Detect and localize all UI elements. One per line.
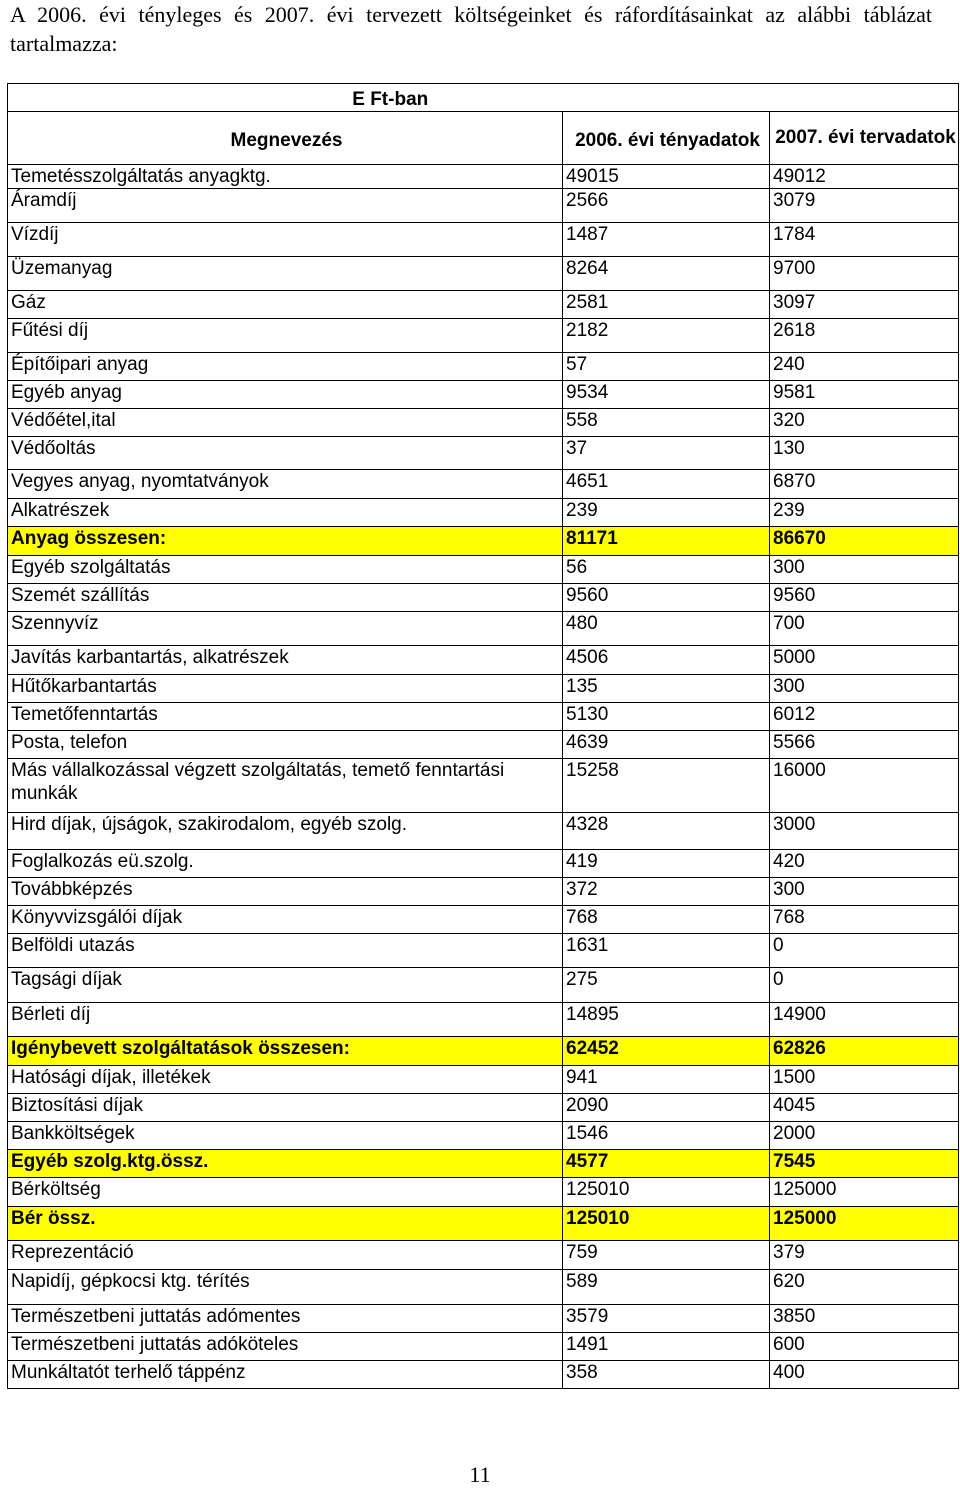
row-plan-2007-cell: 3097: [770, 291, 959, 319]
page-number: 11: [469, 1462, 491, 1487]
row-plan-2007-cell: 320: [770, 409, 959, 437]
row-actual-2006-cell: 558: [563, 409, 770, 437]
row-name-cell: Bankköltségek: [8, 1122, 563, 1150]
row-actual-2006-cell: 81171: [563, 527, 770, 556]
row-actual-2006-cell: 275: [563, 968, 770, 1003]
table-row: [8, 968, 959, 1003]
row-actual-2006-cell: 4639: [563, 731, 770, 759]
row-plan-2007-cell: 300: [770, 878, 959, 906]
row-actual-2006-cell: 759: [563, 1241, 770, 1270]
row-plan-2007-cell: 400: [770, 1361, 959, 1389]
table-row: [8, 731, 959, 759]
table-row: [8, 1333, 959, 1361]
row-actual-2006-cell: 135: [563, 675, 770, 703]
table-row: [8, 813, 959, 850]
header-name: Megnevezés: [8, 112, 563, 165]
row-plan-2007-cell: 2000: [770, 1122, 959, 1150]
table-row: [8, 437, 959, 470]
row-plan-2007-cell: 3850: [770, 1305, 959, 1333]
subtotal-row: [8, 1037, 959, 1066]
row-actual-2006-cell: 14895: [563, 1003, 770, 1037]
row-plan-2007-cell: 9560: [770, 584, 959, 612]
row-name-cell: Természetbeni juttatás adómentes: [8, 1305, 563, 1333]
row-plan-2007-cell: 9581: [770, 381, 959, 409]
row-actual-2006-cell: 1631: [563, 934, 770, 968]
row-actual-2006-cell: 1491: [563, 1333, 770, 1361]
row-actual-2006-cell: 37: [563, 437, 770, 470]
row-actual-2006-cell: 4328: [563, 813, 770, 850]
row-name-cell: Tagsági díjak: [8, 968, 563, 1003]
row-name-cell: Más vállalkozással végzett szolgáltatás, temető fenntartási munkák: [8, 759, 563, 813]
row-name-cell: Továbbképzés: [8, 878, 563, 906]
row-name-cell: Egyéb anyag: [8, 381, 563, 409]
row-name-cell: Fűtési díj: [8, 319, 563, 353]
row-plan-2007-cell: 379: [770, 1241, 959, 1270]
table-row: [8, 934, 959, 968]
table-row: [8, 1178, 959, 1207]
row-plan-2007-cell: 240: [770, 353, 959, 381]
row-name-cell: Szemét szállítás: [8, 584, 563, 612]
row-plan-2007-cell: 420: [770, 850, 959, 878]
header-actual-2006: 2006. évi tényadatok: [563, 112, 770, 165]
row-plan-2007-cell: 0: [770, 968, 959, 1003]
row-actual-2006-cell: 15258: [563, 759, 770, 813]
row-actual-2006-cell: 941: [563, 1066, 770, 1094]
row-name-cell: Biztosítási díjak: [8, 1094, 563, 1122]
table-row: [8, 223, 959, 257]
table-row: [8, 470, 959, 499]
row-name-cell: Hűtőkarbantartás: [8, 675, 563, 703]
row-name-cell: Védőétel,ital: [8, 409, 563, 437]
table-row: [8, 1122, 959, 1150]
row-actual-2006-cell: 2566: [563, 189, 770, 223]
table-row: [8, 850, 959, 878]
table-row: [8, 1241, 959, 1270]
row-plan-2007-cell: 125000: [770, 1178, 959, 1207]
row-actual-2006-cell: 4506: [563, 646, 770, 675]
row-name-cell: Napidíj, gépkocsi ktg. térítés: [8, 1270, 563, 1305]
row-actual-2006-cell: 480: [563, 612, 770, 646]
row-plan-2007-cell: 125000: [770, 1207, 959, 1241]
row-name-cell: Temetőfenntartás: [8, 703, 563, 731]
row-name-cell: Temetésszolgáltatás anyagktg.: [8, 165, 563, 189]
row-actual-2006-cell: 372: [563, 878, 770, 906]
table-row: [8, 291, 959, 319]
row-plan-2007-cell: 7545: [770, 1150, 959, 1178]
row-actual-2006-cell: 1487: [563, 223, 770, 257]
row-name-cell: Bérleti díj: [8, 1003, 563, 1037]
row-name-cell: Bérköltség: [8, 1178, 563, 1207]
cost-table: [7, 83, 959, 1389]
table-row: [8, 165, 959, 189]
table-row: [8, 353, 959, 381]
header-row: [8, 112, 959, 165]
row-name-cell: Vegyes anyag, nyomtatványok: [8, 470, 563, 499]
row-actual-2006-cell: 239: [563, 499, 770, 527]
row-plan-2007-cell: 62826: [770, 1037, 959, 1066]
table-row: [8, 1305, 959, 1333]
row-name-cell: Posta, telefon: [8, 731, 563, 759]
table-row: [8, 1270, 959, 1305]
row-name-cell: Természetbeni juttatás adóköteles: [8, 1333, 563, 1361]
row-actual-2006-cell: 125010: [563, 1207, 770, 1241]
row-plan-2007-cell: 4045: [770, 1094, 959, 1122]
row-name-cell: Könyvvizsgálói díjak: [8, 906, 563, 934]
table-row: [8, 257, 959, 291]
row-actual-2006-cell: 4577: [563, 1150, 770, 1178]
table-row: [8, 1094, 959, 1122]
row-actual-2006-cell: 4651: [563, 470, 770, 499]
row-plan-2007-cell: 6012: [770, 703, 959, 731]
row-name-cell: Bér össz.: [8, 1207, 563, 1241]
table-row: [8, 1361, 959, 1389]
row-plan-2007-cell: 1784: [770, 223, 959, 257]
row-plan-2007-cell: 14900: [770, 1003, 959, 1037]
row-actual-2006-cell: 2182: [563, 319, 770, 353]
row-actual-2006-cell: 9560: [563, 584, 770, 612]
row-plan-2007-cell: 9700: [770, 257, 959, 291]
subtotal-row: [8, 527, 959, 556]
table-row: [8, 646, 959, 675]
row-actual-2006-cell: 49015: [563, 165, 770, 189]
table-row: [8, 189, 959, 223]
row-plan-2007-cell: 300: [770, 675, 959, 703]
row-plan-2007-cell: 3079: [770, 189, 959, 223]
row-actual-2006-cell: 2581: [563, 291, 770, 319]
row-plan-2007-cell: 700: [770, 612, 959, 646]
table-row: [8, 319, 959, 353]
table-row: [8, 556, 959, 584]
row-name-cell: Áramdíj: [8, 189, 563, 223]
row-name-cell: Hatósági díjak, illetékek: [8, 1066, 563, 1094]
row-name-cell: Munkáltatót terhelő táppénz: [8, 1361, 563, 1389]
row-plan-2007-cell: 3000: [770, 813, 959, 850]
unit-row-spacer: [770, 84, 959, 112]
header-plan-2007: 2007. évi tervadatok: [770, 112, 959, 165]
row-plan-2007-cell: 600: [770, 1333, 959, 1361]
row-actual-2006-cell: 62452: [563, 1037, 770, 1066]
table-row: [8, 759, 959, 813]
table-row: [8, 878, 959, 906]
table-row: [8, 703, 959, 731]
row-name-cell: Szennyvíz: [8, 612, 563, 646]
row-name-cell: Vízdíj: [8, 223, 563, 257]
row-plan-2007-cell: 49012: [770, 165, 959, 189]
subtotal-row: [8, 1150, 959, 1178]
table-row: [8, 409, 959, 437]
row-plan-2007-cell: 300: [770, 556, 959, 584]
row-name-cell: Gáz: [8, 291, 563, 319]
table-row: [8, 906, 959, 934]
row-name-cell: Belföldi utazás: [8, 934, 563, 968]
table-row: [8, 1003, 959, 1037]
row-actual-2006-cell: 8264: [563, 257, 770, 291]
row-name-cell: Reprezentáció: [8, 1241, 563, 1270]
row-actual-2006-cell: 5130: [563, 703, 770, 731]
row-plan-2007-cell: 16000: [770, 759, 959, 813]
row-name-cell: Egyéb szolgáltatás: [8, 556, 563, 584]
row-actual-2006-cell: 2090: [563, 1094, 770, 1122]
row-actual-2006-cell: 1546: [563, 1122, 770, 1150]
row-actual-2006-cell: 125010: [563, 1178, 770, 1207]
row-name-cell: Üzemanyag: [8, 257, 563, 291]
row-name-cell: Védőoltás: [8, 437, 563, 470]
row-actual-2006-cell: 57: [563, 353, 770, 381]
row-plan-2007-cell: 768: [770, 906, 959, 934]
row-plan-2007-cell: 130: [770, 437, 959, 470]
row-plan-2007-cell: 86670: [770, 527, 959, 556]
row-actual-2006-cell: 358: [563, 1361, 770, 1389]
row-plan-2007-cell: 239: [770, 499, 959, 527]
unit-row: [8, 84, 959, 112]
table-row: [8, 499, 959, 527]
row-actual-2006-cell: 768: [563, 906, 770, 934]
row-name-cell: Hird díjak, újságok, szakirodalom, egyéb szolg.: [8, 813, 563, 850]
row-plan-2007-cell: 6870: [770, 470, 959, 499]
row-name-cell: Foglalkozás eü.szolg.: [8, 850, 563, 878]
row-plan-2007-cell: 1500: [770, 1066, 959, 1094]
table-row: [8, 381, 959, 409]
row-plan-2007-cell: 5000: [770, 646, 959, 675]
row-name-cell: Építőipari anyag: [8, 353, 563, 381]
row-actual-2006-cell: 419: [563, 850, 770, 878]
table-row: [8, 584, 959, 612]
row-name-cell: Javítás karbantartás, alkatrészek: [8, 646, 563, 675]
table-row: [8, 612, 959, 646]
row-plan-2007-cell: 5566: [770, 731, 959, 759]
table-row: [8, 675, 959, 703]
table-row: [8, 1066, 959, 1094]
row-plan-2007-cell: 620: [770, 1270, 959, 1305]
row-actual-2006-cell: 3579: [563, 1305, 770, 1333]
row-plan-2007-cell: 0: [770, 934, 959, 968]
row-name-cell: Alkatrészek: [8, 499, 563, 527]
row-name-cell: Egyéb szolg.ktg.össz.: [8, 1150, 563, 1178]
subtotal-row: [8, 1207, 959, 1241]
row-name-cell: Anyag összesen:: [8, 527, 563, 556]
row-actual-2006-cell: 9534: [563, 381, 770, 409]
row-name-cell: Igénybevett szolgáltatások összesen:: [8, 1037, 563, 1066]
row-plan-2007-cell: 2618: [770, 319, 959, 353]
unit-label: E Ft-ban: [8, 84, 770, 112]
row-actual-2006-cell: 56: [563, 556, 770, 584]
row-actual-2006-cell: 589: [563, 1270, 770, 1305]
intro-paragraph: A 2006. évi tényleges és 2007. évi tervezett költségeinket és ráfordításainkat az alábbi táblázat tartalmazza:: [10, 2, 932, 56]
